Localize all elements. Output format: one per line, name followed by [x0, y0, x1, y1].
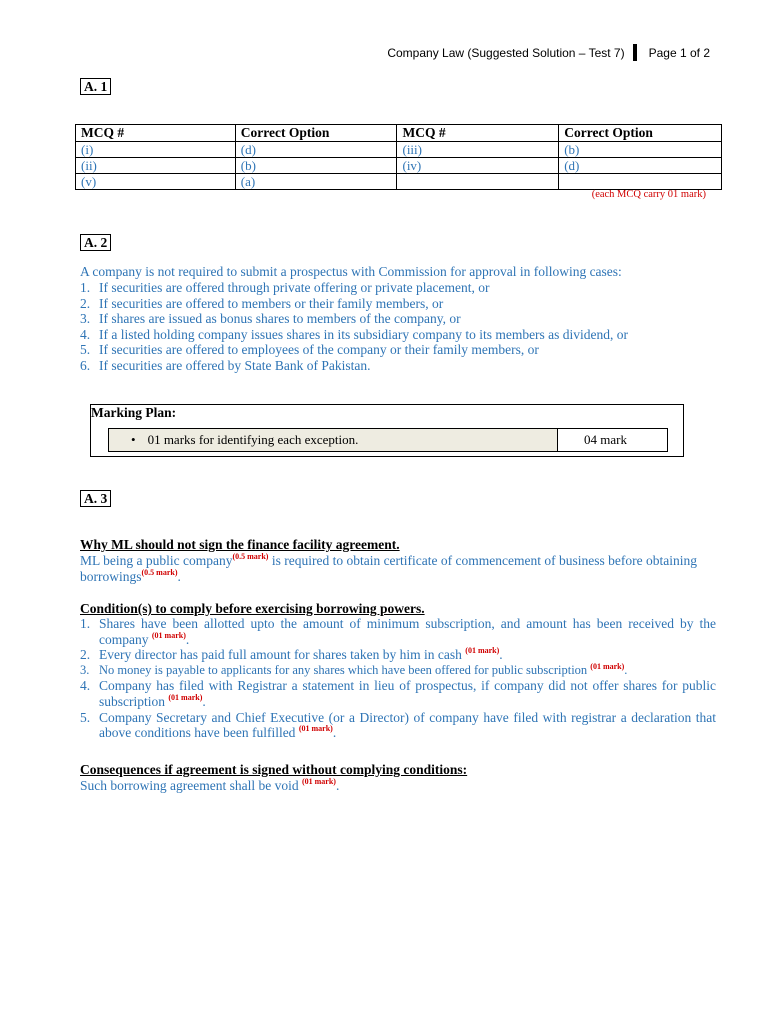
table-header-cell: MCQ #: [76, 125, 236, 142]
list-item: 6. If securities are offered by State Bank of Pakistan.: [80, 357, 371, 373]
list-item: 1. Shares have been allotted upto the amount of minimum subscription, and amount has been received by the company $^{(01 mark)}$.: [80, 616, 716, 647]
table-cell: (d): [559, 158, 722, 174]
list-item: 4. If a listed holding company issues shares in its subsidiary company to its members as dividend, or: [80, 326, 629, 342]
marking-plan-box: [90, 404, 684, 457]
table-row: [76, 142, 722, 158]
bullet-icon: •: [131, 432, 136, 447]
table-row: [76, 158, 722, 174]
table-cell: (d): [235, 142, 397, 158]
table-header-cell: Correct Option: [235, 125, 397, 142]
table-cell: [397, 174, 559, 190]
document-title: Company Law (Suggested Solution – Test 7): [387, 45, 625, 60]
table-cell: (v): [76, 174, 236, 190]
table-cell: (a): [235, 174, 397, 190]
mcq-answer-table: [75, 124, 722, 190]
page-header: [387, 44, 710, 61]
table-cell: (ii): [76, 158, 236, 174]
mark-annotation: (01 mark): [301, 777, 336, 786]
list-item: 5. If securities are offered to employees of the company or their family members, or: [80, 342, 539, 358]
mark-annotation: (0.5 mark): [141, 567, 178, 577]
table-row: [76, 174, 722, 190]
table-header-cell: Correct Option: [559, 125, 722, 142]
header-separator: [633, 44, 637, 61]
list-item: 5. Company Secretary and Chief Executive (or a Director) of company have filed with registrar a declaration that above conditions have been fulfilled $^{(01 mark)}$.: [80, 709, 716, 741]
exception-list: [80, 280, 628, 374]
a3-heading-why: Why ML should not sign the finance facility agreement.: [80, 537, 400, 552]
section-label-a1: A. 1: [80, 78, 111, 95]
table-cell: (i): [76, 142, 236, 158]
list-item: 2. Every director has paid full amount for shares taken by him in cash $^{(01 mark)}$.: [80, 646, 503, 663]
section-label-a3: A. 3: [80, 490, 111, 507]
table-cell: [559, 174, 722, 190]
table-header-cell: MCQ #: [397, 125, 559, 142]
a2-intro: A company is not required to submit a prospectus with Commission for approval in following cases:: [80, 264, 622, 279]
table-cell: (b): [559, 142, 722, 158]
a3-paragraph-3: Such borrowing agreement shall be void $^{(01 mark)}$.: [80, 777, 340, 793]
table-cell: (iv): [397, 158, 559, 174]
list-item: 2. If securities are offered to members or their family members, or: [80, 295, 444, 311]
marking-plan-marks: 04 mark: [584, 432, 627, 447]
marking-plan-item: 01 marks for identifying each exception.: [147, 432, 359, 447]
list-item: 3. No money is payable to applicants for any shares which have been offered for public subscription $^{(01 mark)}$.: [80, 661, 628, 677]
list-item: 4. Company has filed with Registrar a statement in lieu of prospectus, if company did not offer shares for public subscription $^{(01 mark)}$.: [80, 678, 716, 709]
list-item: 1. If securities are offered through private offering or private placement, or: [80, 280, 490, 295]
section-label-a2: A. 2: [80, 234, 111, 251]
mark-annotation: (0.5 mark): [232, 552, 269, 561]
table-header-row: [76, 125, 722, 142]
marking-plan-table: [108, 428, 668, 452]
conditions-list: [80, 616, 716, 741]
marking-plan-criterion: [109, 429, 558, 451]
page-number: Page 1 of 2: [648, 45, 710, 60]
a3-heading-conditions: Condition(s) to comply before exercising borrowing powers.: [80, 601, 425, 616]
table-cell: (iii): [397, 142, 559, 158]
table-cell: (b): [235, 158, 397, 174]
marking-plan-title: Marking Plan:: [91, 405, 177, 420]
a3-heading-consequences: Consequences if agreement is signed without complying conditions:: [80, 762, 468, 777]
mcq-marks-note: (each MCQ carry 01 mark): [591, 189, 706, 200]
list-item: 3. If shares are issued as bonus shares to members of the company, or: [80, 311, 461, 327]
a3-paragraph-1: ML being a public company$^{(0.5 mark)}$ is required to obtain certificate of commencement of business before obtaining borrowings$^{(0.5 mark)}$.: [80, 552, 697, 584]
